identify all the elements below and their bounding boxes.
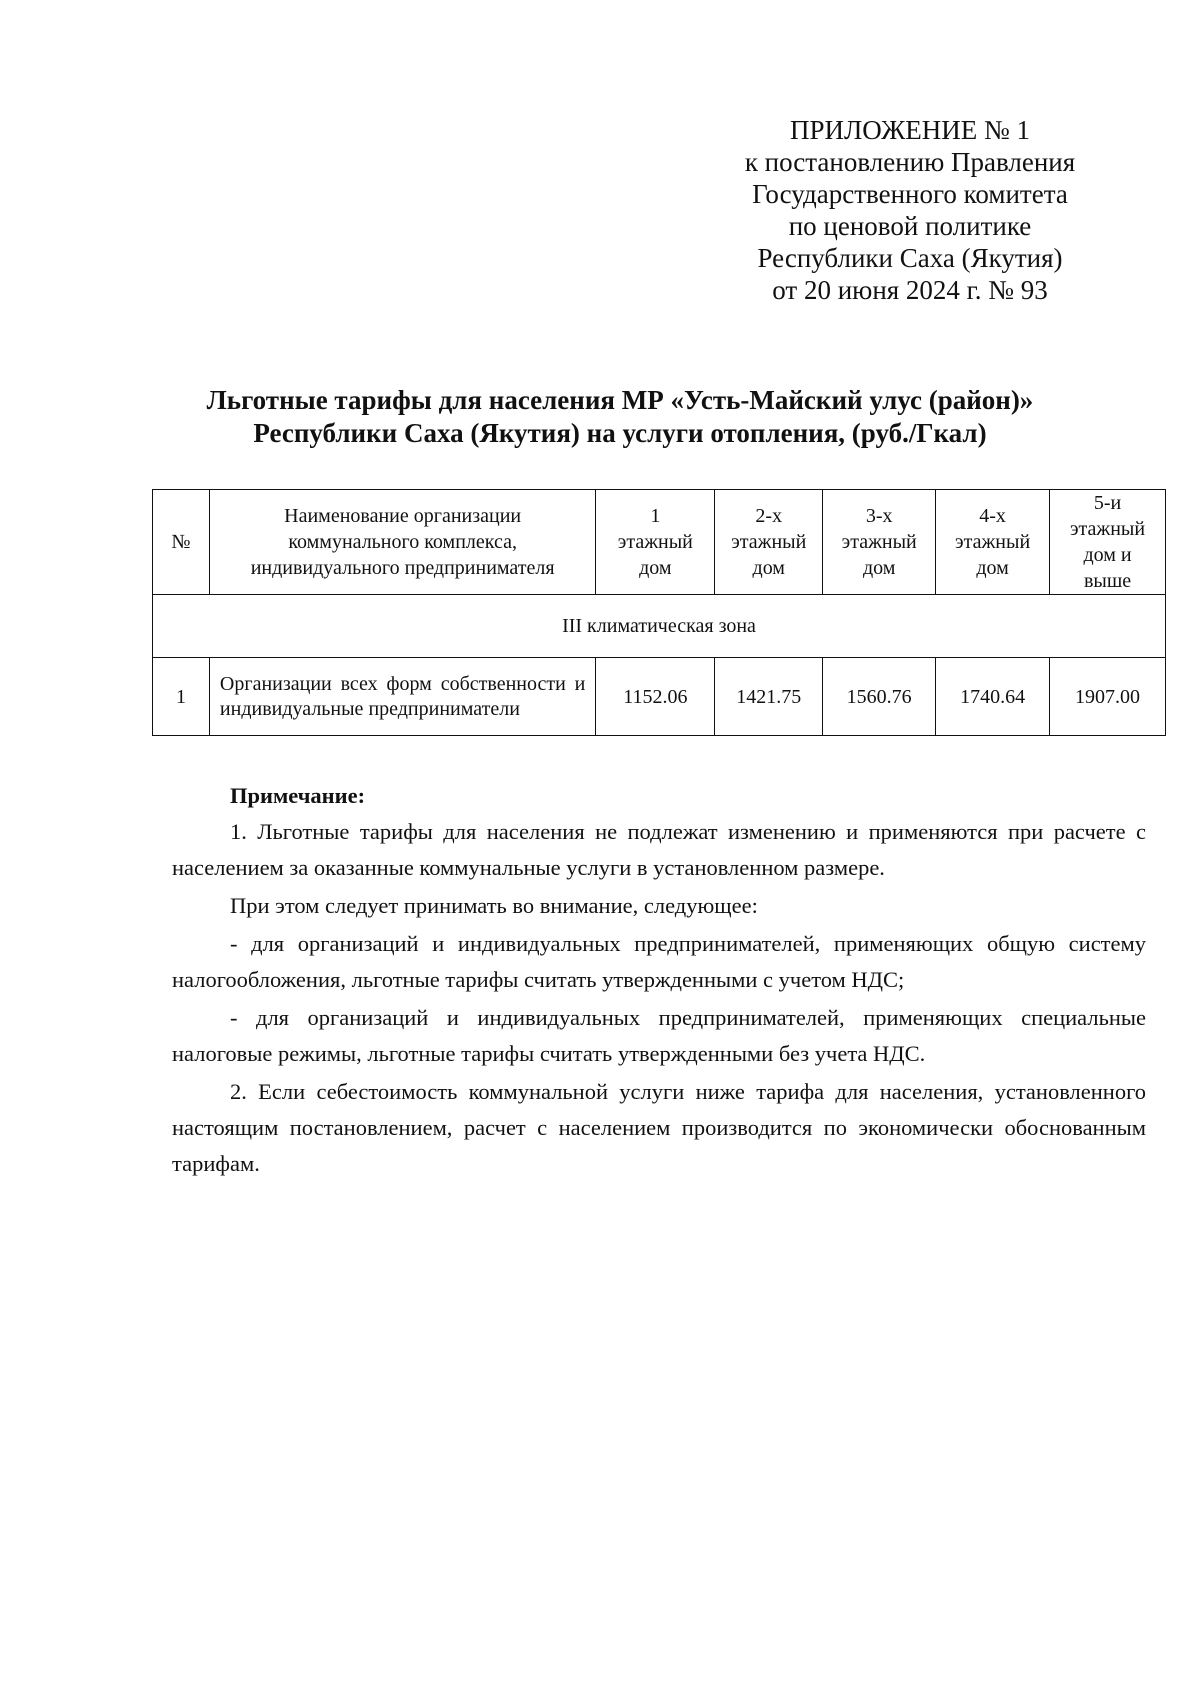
title-line-1: Льготные тарифы для населения МР «Усть-Майский улус (район)» [206,385,1034,415]
header-line: дом [976,557,1009,579]
title-line-2: Республики Саха (Якутия) на услуги отопления, (руб./Гкал) [253,418,987,448]
header-line: этажный [841,531,917,553]
tariff-value-floors-1: 1152.06 [596,658,715,736]
climate-zone-row [153,595,1166,658]
header-org-line: коммунального комплекса, [288,531,517,553]
header-line: этажный [617,531,693,553]
header-line: 1 [650,505,661,527]
header-line: этажный [731,531,807,553]
header-line: дом и [1083,544,1132,566]
header-floors-5 [1050,490,1166,595]
header-org-line: Наименование организации [284,505,522,527]
header-line: дом [862,557,896,579]
appendix-line-4: по ценовой политике [788,211,1032,241]
table-header-row [153,490,1166,595]
header-floors-3 [823,490,936,595]
row-num: 1 [153,658,210,736]
header-line: 5-и [1093,492,1122,514]
note-paragraph-2: При этом следует принимать во внимание, следующее: [230,893,758,918]
header-line: этажный [955,531,1031,553]
header-line: 2-х [755,505,783,527]
appendix-line-5: Республики Саха (Якутия) [757,243,1063,273]
appendix-line-6: от 20 июня 2024 г. № 93 [772,275,1048,305]
notes-section [172,778,1146,1182]
note-paragraph-1: 1. Льготные тарифы для населения не подлежат изменению и применяются при расчете с населением за оказанные коммунальные услуги в установленном размере. [172,819,1146,880]
header-line: 3-х [865,505,893,527]
tariff-value-floors-3: 1560.76 [823,658,936,736]
document-title [120,384,1120,450]
appendix-line-3: Государственного комитета [752,179,1068,209]
header-floors-4 [936,490,1050,595]
row-org-name: Организации всех форм собственности и индивидуальные предприниматели [209,658,595,736]
note-paragraph-4: - для организаций и индивидуальных предпринимателей, применяющих специальные налоговые режимы, льготные тарифы считать утвержденными без учета НДС. [172,1005,1146,1066]
appendix-line-1: ПРИЛОЖЕНИЕ № 1 [789,115,1031,145]
climate-zone-label: III климатическая зона [153,595,1166,658]
notes-title: Примечание: [230,783,366,808]
tariff-value-floors-5: 1907.00 [1050,658,1166,736]
header-org-line: индивидуального предпринимателя [250,557,555,579]
tariff-table [152,489,1166,736]
header-num: № [153,490,210,595]
header-line: дом [752,557,785,579]
appendix-line-2: к постановлению Правления [744,147,1076,177]
tariff-value-floors-2: 1421.75 [715,658,823,736]
header-line: дом [639,557,672,579]
appendix-block [640,114,1180,306]
header-line: выше [1083,570,1132,592]
tariff-value-floors-4: 1740.64 [936,658,1050,736]
header-floors-2 [715,490,823,595]
header-floors-1 [596,490,715,595]
table-row [153,658,1166,736]
header-line: 4-х [979,505,1006,527]
header-org [209,490,595,595]
note-paragraph-5: 2. Если себестоимость коммунальной услуги ниже тарифа для населения, установленного настоящим постановлением, расчет с населением производится по экономически обоснованным тарифам. [172,1079,1146,1176]
note-paragraph-3: - для организаций и индивидуальных предпринимателей, применяющих общую систему налогообложения, льготные тарифы считать утвержденными с учетом НДС; [172,931,1146,992]
header-line: этажный [1069,518,1146,540]
